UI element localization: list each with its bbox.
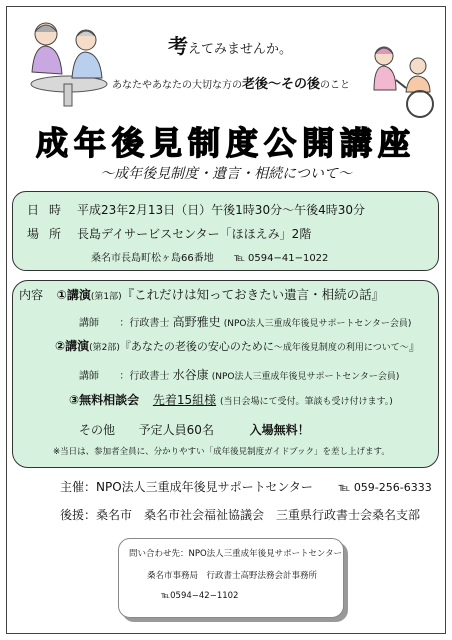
free-admission: 入場無料！ <box>249 423 310 437</box>
address-row <box>91 249 328 264</box>
host-label: 主催： <box>60 480 97 494</box>
host-row <box>60 478 432 495</box>
talk1-head: ①講演 <box>56 288 91 302</box>
host-tel: ℡ 059-256-6333 <box>338 481 432 494</box>
date-row <box>27 201 365 218</box>
support-names: 桑名市 桑名市社会福祉協議会 三重県行政書士会桑名支部 <box>96 508 421 522</box>
content-box <box>12 280 439 468</box>
sub-pre: あなたやあなたの大切な方の <box>112 80 242 91</box>
subtitle: 〜成年後見制度・遺言・相続について〜 <box>100 166 352 182</box>
inquiry-line1: 問い合わせ先：NPO法人三重成年後見サポートセンター <box>129 549 343 559</box>
talk1-speaker-label: 講師 <box>79 318 99 329</box>
other-row <box>79 421 310 438</box>
consult-limit: 先着15組様 <box>152 393 217 407</box>
talk2-title-c: 』 <box>408 340 420 353</box>
talk2-title-b: 〜成年後見制度の利用について〜 <box>273 343 409 353</box>
support-row <box>60 506 420 523</box>
think-headline <box>168 30 292 59</box>
talk2-speaker-org: (NPO法人三重成年後見サポートセンター会員) <box>211 372 400 382</box>
date-value: 平成23年2月13日（日）午後1時30分〜午後4時30分 <box>77 203 365 217</box>
date-place-box <box>12 191 439 271</box>
talk2-title-a: 『あなたの老後の安心のために <box>119 340 274 353</box>
talk2-part: (第2部) <box>89 343 120 353</box>
host-name: NPO法人三重成年後見サポートセンター <box>96 480 313 494</box>
place-label: 場所 <box>27 227 72 241</box>
sub-bold: 老後〜その後 <box>242 77 321 92</box>
talk1-speaker-org: (NPO法人三重成年後見サポートセンター会員) <box>223 319 412 329</box>
talk2-speaker-label: 講師 <box>79 371 99 382</box>
talk2-heading <box>55 337 420 354</box>
content-label: 内容 <box>19 288 44 302</box>
consult-label: ③無料相談会 <box>69 393 140 407</box>
talk1-speaker-role: ：行政書士 <box>119 318 170 329</box>
inquiry-line3: ℡0594−42−1102 <box>161 591 239 601</box>
talk2-speaker-name: 水谷康 <box>172 368 209 382</box>
think-rest: えてみませんか。 <box>188 42 293 57</box>
date-label: 日時 <box>27 203 72 217</box>
support-label: 後援： <box>60 508 97 522</box>
inquiry-line2: 桑名市事務局 行政書士高野法務会計事務所 <box>147 571 318 581</box>
talk1-title: 『これだけは知っておきたい遺言・相続の話』 <box>121 287 385 302</box>
consult-note: (当日会場にて受付。筆談も受け付けます。) <box>219 397 393 407</box>
main-title: 成年後見制度公開講座 <box>35 124 416 162</box>
talk1-speaker-name: 高野雅史 <box>172 315 221 329</box>
other-label: その他 <box>79 423 116 437</box>
guidebook-note: ※当日は、参加者全員に、分かりやすい「成年後見制度ガイドブック」を差し上げます。 <box>53 447 390 457</box>
talk2-speaker-role: ：行政書士 <box>119 371 170 382</box>
address: 桑名市長島町松ヶ島66番地 <box>91 253 214 264</box>
sub-post: のこと <box>320 80 351 91</box>
consult-row <box>69 391 393 408</box>
subheadline <box>112 73 350 92</box>
talk1-heading <box>19 285 384 303</box>
elderly-couple-illustration <box>14 12 114 112</box>
talk1-part: (第1部) <box>90 292 122 302</box>
place-row <box>27 225 311 242</box>
think-big-char: 考 <box>168 34 188 58</box>
venue-tel: ℡ 0594−41−1022 <box>234 253 329 264</box>
capacity: 予定人員60名 <box>138 423 214 437</box>
place-value: 長島デイサービスセンター「ほほえみ」2階 <box>77 227 312 241</box>
talk2-speaker <box>79 366 399 383</box>
talk1-speaker <box>79 313 411 330</box>
caregiver-wheelchair-illustration <box>362 40 444 120</box>
inquiry-box <box>118 538 344 618</box>
talk2-head: ②講演 <box>55 339 90 353</box>
